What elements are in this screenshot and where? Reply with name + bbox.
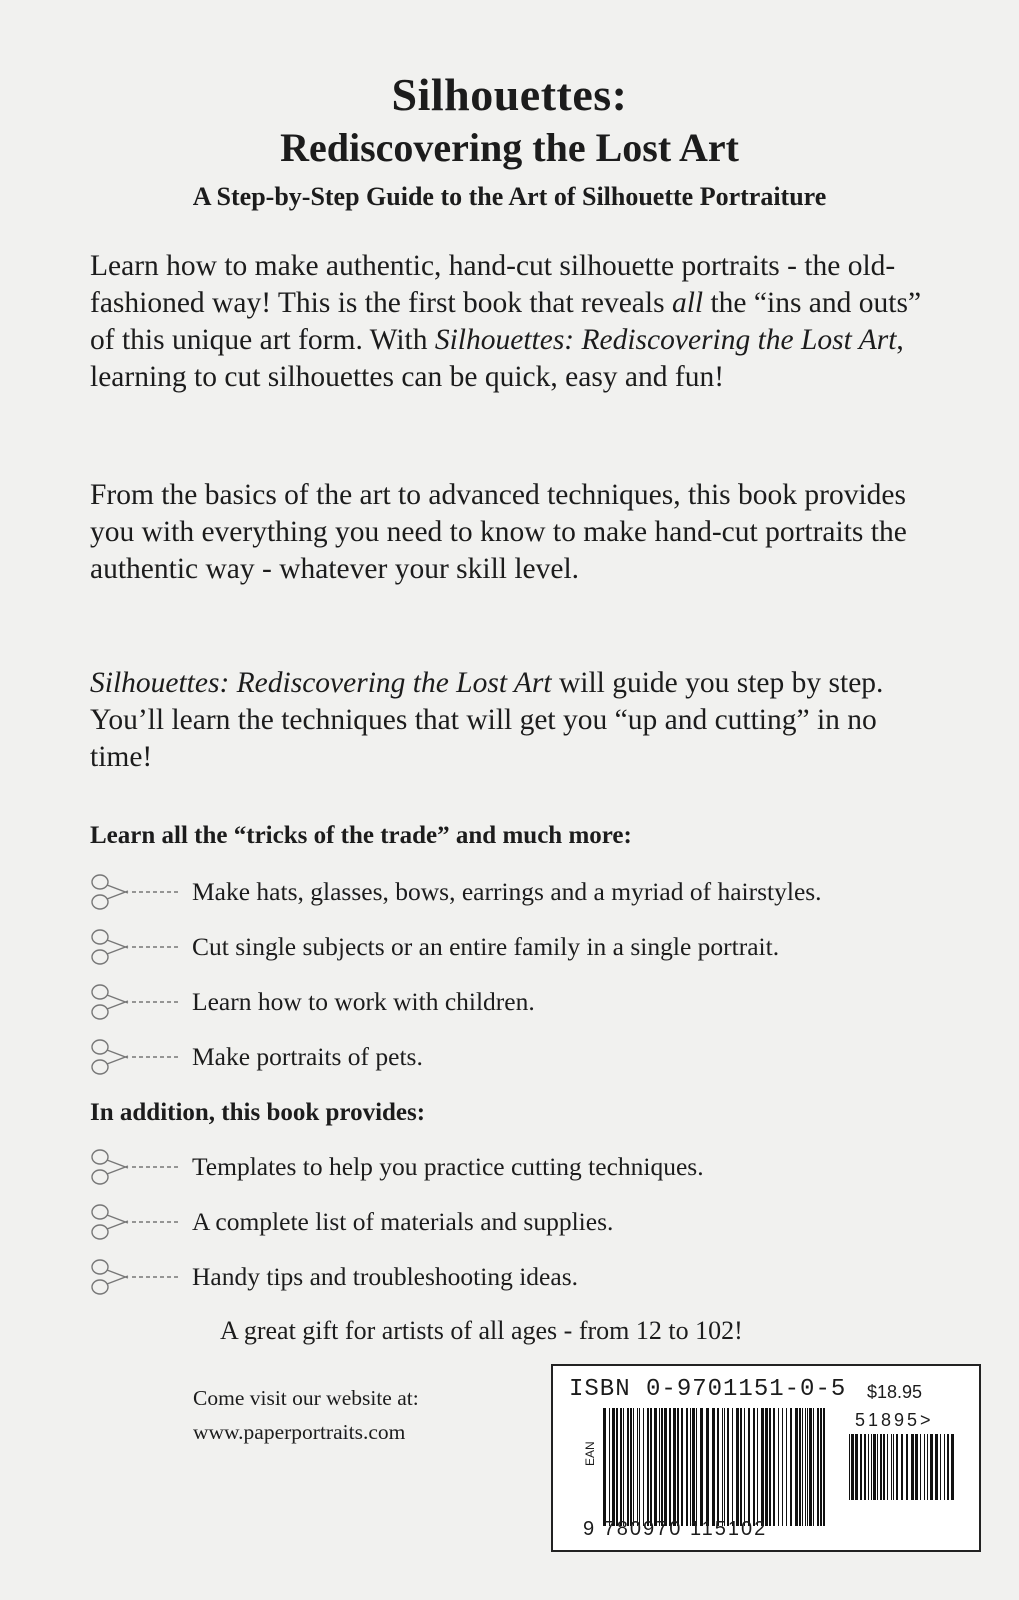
intro-paragraph-1 [90,248,940,396]
barcode-bar [868,1434,869,1500]
barcode-bar [732,1408,733,1526]
barcode-bar [860,1434,862,1500]
barcode-bar [773,1408,775,1526]
barcode-bar [722,1408,723,1526]
barcode-bar [944,1434,945,1500]
list-item-text: Learn how to work with children. [192,987,535,1016]
barcode-bar [940,1434,941,1500]
barcode-bar [877,1434,878,1500]
barcode-bar [947,1434,949,1500]
list-item-text: Handy tips and troubleshooting ideas. [192,1262,578,1291]
barcode-bar [880,1434,882,1500]
barcode-bar [647,1408,649,1526]
barcode-bar [643,1408,644,1526]
book-subtitle: Rediscovering the Lost Art [280,125,739,170]
barcode-bar [748,1408,750,1526]
barcode-bar [639,1408,640,1526]
barcode-bar [896,1434,898,1500]
addon-digits: 51895> [855,1410,934,1430]
barcode-bar [802,1408,803,1526]
scissors-icon [88,870,184,914]
barcode-bar [620,1408,622,1526]
barcode-bar [736,1408,739,1526]
barcode-bar [915,1434,918,1500]
scissors-icon [88,1145,184,1189]
barcode-bar [609,1408,610,1526]
barcode-bar [692,1408,695,1526]
barcode-bar [690,1408,691,1526]
scissors-icon [88,1200,184,1244]
barcode-bar [813,1408,814,1526]
barcode-bar [630,1408,632,1526]
isbn-number: ISBN 0-9701151-0-5 [569,1376,847,1403]
barcode-bar [786,1408,787,1526]
barcode-bar [782,1408,783,1526]
list-item-text: Make hats, glasses, bows, earrings and a myriad of hairstyles. [192,877,822,906]
intro-paragraph-3 [90,665,940,776]
list-item-text: Cut single subjects or an entire family in a single portrait. [192,932,780,961]
barcode-bar [673,1408,676,1526]
barcode-box [551,1364,981,1552]
barcode-bar [809,1408,812,1526]
barcode-bar [927,1434,928,1500]
barcode-bar [851,1434,854,1500]
barcode-bar [717,1408,719,1526]
barcode-bar [761,1408,764,1526]
barcode-bar [891,1434,892,1500]
barcode-bar [612,1408,615,1526]
barcode-bar [901,1434,903,1500]
list-item [88,1035,968,1079]
book-tagline: A Step-by-Step Guide to the Art of Silhouette Portraiture [192,182,827,211]
p1-text-c: the “ins and outs” of this unique art form. With [90,287,922,356]
p1-book-title: Silhouettes: Rediscovering the Lost Art [434,324,897,356]
list-item-text: A complete list of materials and supplies. [192,1207,614,1236]
barcode-bar [849,1434,850,1500]
barcode-bar [727,1408,729,1526]
scissors-icon [88,925,184,969]
barcode-bar [700,1408,703,1526]
list-item [88,1145,968,1189]
barcode-bar [805,1408,806,1526]
barcode-bar [677,1408,679,1526]
list-item [88,980,968,1024]
scissors-icon [88,1035,184,1079]
book-title: Silhouettes: [391,69,628,120]
barcode-bar [930,1434,933,1500]
list-item [88,870,968,914]
barcode-bar [864,1434,866,1500]
barcode-bar [855,1434,858,1500]
list-item [88,1200,968,1244]
barcode-bar [706,1408,709,1526]
barcode-bar [616,1408,618,1526]
barcode-bar [823,1408,825,1526]
barcode-bar [623,1408,624,1526]
barcode-bar [603,1408,606,1526]
scissors-icon [88,1255,184,1299]
barcode-bar [740,1408,742,1526]
barcode-bar [906,1434,908,1500]
barcode-bar [686,1408,688,1526]
barcode-bar [627,1408,629,1526]
barcode-bar [769,1408,771,1526]
barcode-bar [935,1434,938,1500]
barcode-bar [807,1408,808,1526]
p3-book-title: Silhouettes: Rediscovering the Lost Art [90,667,552,699]
barcode-bar [873,1434,876,1500]
barcode-bar [753,1408,755,1526]
barcode-bar [795,1408,798,1526]
ean-label: EAN [583,1441,597,1466]
gift-line: A great gift for artists of all ages - from 12 to 102! [220,1316,743,1345]
barcode-bar [654,1408,657,1526]
list-item-text: Templates to help you practice cutting techniques. [192,1152,704,1181]
barcode-bar [951,1434,954,1500]
list-item [88,1255,968,1299]
addon-barcode [847,1434,957,1500]
barcode-bar [883,1434,885,1500]
barcode-bar [744,1408,745,1526]
barcode-bar [696,1408,697,1526]
website-url[interactable]: www.paperportraits.com [193,1420,406,1444]
barcode-bar [633,1408,634,1526]
intro-paragraph-2: From the basics of the art to advanced techniques, this book provides you with everything you need to know to make hand-cut portraits the authentic way - whatever your skill level. [90,479,907,585]
barcode-bar [893,1434,894,1500]
barcode-bar [637,1408,638,1526]
barcode-bar [924,1434,925,1500]
ean-barcode [601,1408,827,1526]
p1-text-a: Learn how to make authentic, hand-cut silhouette portraits - the old-fashioned way! This is the first book that reveals [90,250,896,319]
barcode-bar [659,1408,660,1526]
list-item [88,925,968,969]
barcode-bar [871,1434,872,1500]
p1-text-e: , learning to cut silhouettes can be quick, easy and fun! [90,324,904,393]
provides-heading: In addition, this book provides: [90,1099,426,1126]
website-prompt: Come visit our website at: [193,1386,419,1410]
barcode-bar [757,1408,758,1526]
barcode-bar [765,1408,768,1526]
barcode-bar [920,1434,921,1500]
barcode-bar [911,1434,914,1500]
barcode-bar [661,1408,663,1526]
barcode-bar [664,1408,667,1526]
barcode-bar [790,1408,792,1526]
p1-emphasis-all: all [671,287,704,319]
barcode-bar [669,1408,671,1526]
barcode-bar [820,1408,822,1526]
ean-digits: 9 780970 115102 [583,1518,768,1540]
barcode-bar [799,1408,801,1526]
barcode-bar [817,1408,819,1526]
scissors-icon [88,980,184,1024]
barcode-bar [724,1408,725,1526]
list-item-text: Make portraits of pets. [192,1042,423,1071]
barcode-bar [681,1408,683,1526]
barcode-bar [712,1408,715,1526]
tricks-heading: Learn all the “tricks of the trade” and much more: [90,822,632,849]
price: $18.95 [867,1382,923,1402]
barcode-bar [778,1408,779,1526]
p3-text-b: will guide you step by step. You’ll learn the techniques that will get you “up and cutting” in no time! [90,667,884,773]
barcode-bar [650,1408,652,1526]
barcode-bar [887,1434,888,1500]
